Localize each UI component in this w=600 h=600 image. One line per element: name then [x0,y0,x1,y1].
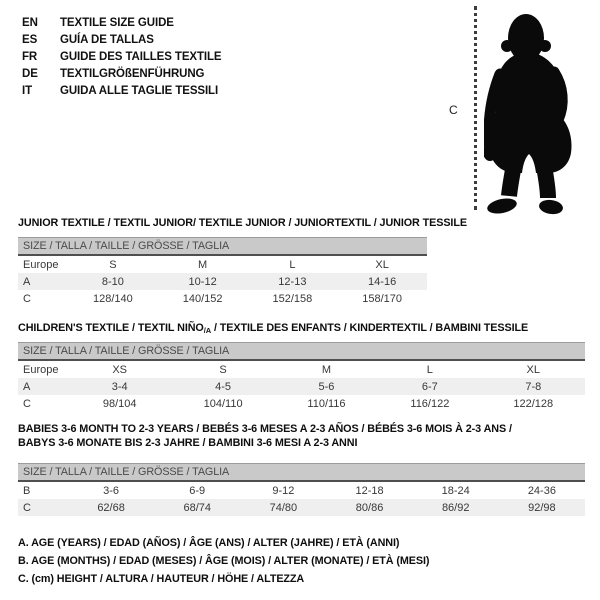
language-title: GUIDA ALLE TAGLIE TESSILI [60,84,219,97]
cell: M [321,363,332,376]
cell: 140/152 [182,292,223,305]
cell: XL [375,258,389,271]
title-line-2: BABYS 3-6 MONATE BIS 2-3 JAHRE / BAMBINI 3-6 MESI A 2-3 ANNI [18,437,358,449]
table-row [18,395,585,412]
size-header: SIZE / TALLA / TAILLE / GRÖSSE / TAGLIA [18,238,427,256]
cell: 3-4 [111,380,128,393]
cell: 110/116 [307,397,346,410]
row-label: C [23,292,31,305]
cell: S [109,258,117,271]
junior-size-table [18,237,427,307]
table-row [18,255,427,273]
cell: 92/98 [528,501,556,514]
section-title-babies [18,422,512,450]
language-row-en [22,14,222,31]
language-code: EN [22,16,38,29]
cell: 80/86 [355,501,384,514]
cell: 12-13 [278,275,307,288]
cell: 158/170 [362,292,402,305]
cell: 12-18 [355,484,384,497]
cell: L [289,258,296,271]
cell: 86/92 [441,501,470,514]
table-row [18,481,585,499]
cell: 128/140 [92,292,133,305]
cell: 98/104 [102,397,137,410]
section-title-junior: JUNIOR TEXTILE / TEXTIL JUNIOR/ TEXTILE JUNIOR / JUNIORTEXTIL / JUNIOR TESSILE [18,217,467,229]
cell: M [198,258,208,271]
cell: 8-10 [101,275,124,288]
language-title: GUIDE DES TAILLES TEXTILE [60,50,222,63]
language-code: DE [22,67,38,80]
cell: 152/158 [272,292,313,305]
cell: 68/74 [183,501,211,514]
cell: 7-8 [525,380,542,393]
cell: 10-12 [188,275,217,288]
title-text: CHILDREN'S TEXTILE / TEXTIL NIÑO [18,322,204,334]
row-label: A [23,275,31,288]
language-row-it [22,82,222,99]
table-row [18,273,427,290]
footnote-c: C. (cm) HEIGHT / ALTURA / HAUTEUR / HÖHE / ALTEZZA [18,573,305,585]
table-row [18,499,585,516]
footnotes [18,536,429,590]
table-row [18,360,585,378]
size-header: SIZE / TALLA / TAILLE / GRÖSSE / TAGLIA [18,464,585,482]
row-label: A [23,380,31,393]
language-title: TEXTILGRÖßENFÜHRUNG [60,67,205,80]
cell: 18-24 [441,484,470,497]
language-row-de [22,65,222,82]
cell: 116/122 [410,397,450,410]
row-label: C [23,501,31,514]
cell: 14-16 [368,275,397,288]
language-row-es [22,31,222,48]
cell: 24-36 [527,484,556,497]
row-label: B [23,484,31,497]
language-legend [22,14,222,99]
row-label: Europe [23,258,59,271]
cell: 3-6 [103,484,120,497]
cell: 6-9 [189,484,206,497]
cell: 9-12 [272,484,295,497]
cell: 104/110 [203,397,243,410]
cell: XL [526,363,541,376]
cell: 5-6 [318,380,335,393]
babies-size-table [18,463,585,516]
cell: 62/68 [97,501,125,514]
title-text: / TEXTILE DES ENFANTS / KINDERTEXTIL / BAMBINI TESSILE [211,322,529,334]
footnote-a: A. AGE (YEARS) / EDAD (AÑOS) / ÂGE (ANS) / ALTER (JAHRE) / ETÀ (ANNI) [18,537,400,549]
language-title: TEXTILE SIZE GUIDE [60,16,174,29]
language-title: GUÍA DE TALLAS [60,33,154,46]
footnote-b: B. AGE (MONTHS) / EDAD (MESES) / ÂGE (MOIS) / ALTER (MONATE) / ETÀ (MESI) [18,555,430,567]
children-size-table [18,342,585,412]
cell: L [426,363,433,376]
row-label: C [23,397,31,410]
cell: XS [112,363,128,376]
baby-silhouette-icon [484,6,596,218]
cell: 74/80 [269,501,298,514]
height-measure-dotted-line [474,6,477,210]
cell: 4-5 [215,380,232,393]
cell: 122/128 [513,397,554,410]
table-row [18,290,427,307]
language-code: ES [22,33,38,46]
title-subscript: /A [203,326,212,335]
title-line-1: BABIES 3-6 MONTH TO 2-3 YEARS / BEBÉS 3-6 MESES A 2-3 AÑOS / BÉBÉS 3-6 MOIS À 2-3 ANS / [18,423,512,435]
cell: S [219,363,227,376]
row-label: Europe [23,363,59,376]
cell: 6-7 [421,380,438,393]
height-measure-label: C [449,103,458,117]
section-title-children [18,321,528,338]
language-row-fr [22,48,222,65]
size-header: SIZE / TALLA / TAILLE / GRÖSSE / TAGLIA [18,343,585,361]
language-code: FR [22,50,38,63]
language-code: IT [22,84,33,97]
table-row [18,378,585,395]
